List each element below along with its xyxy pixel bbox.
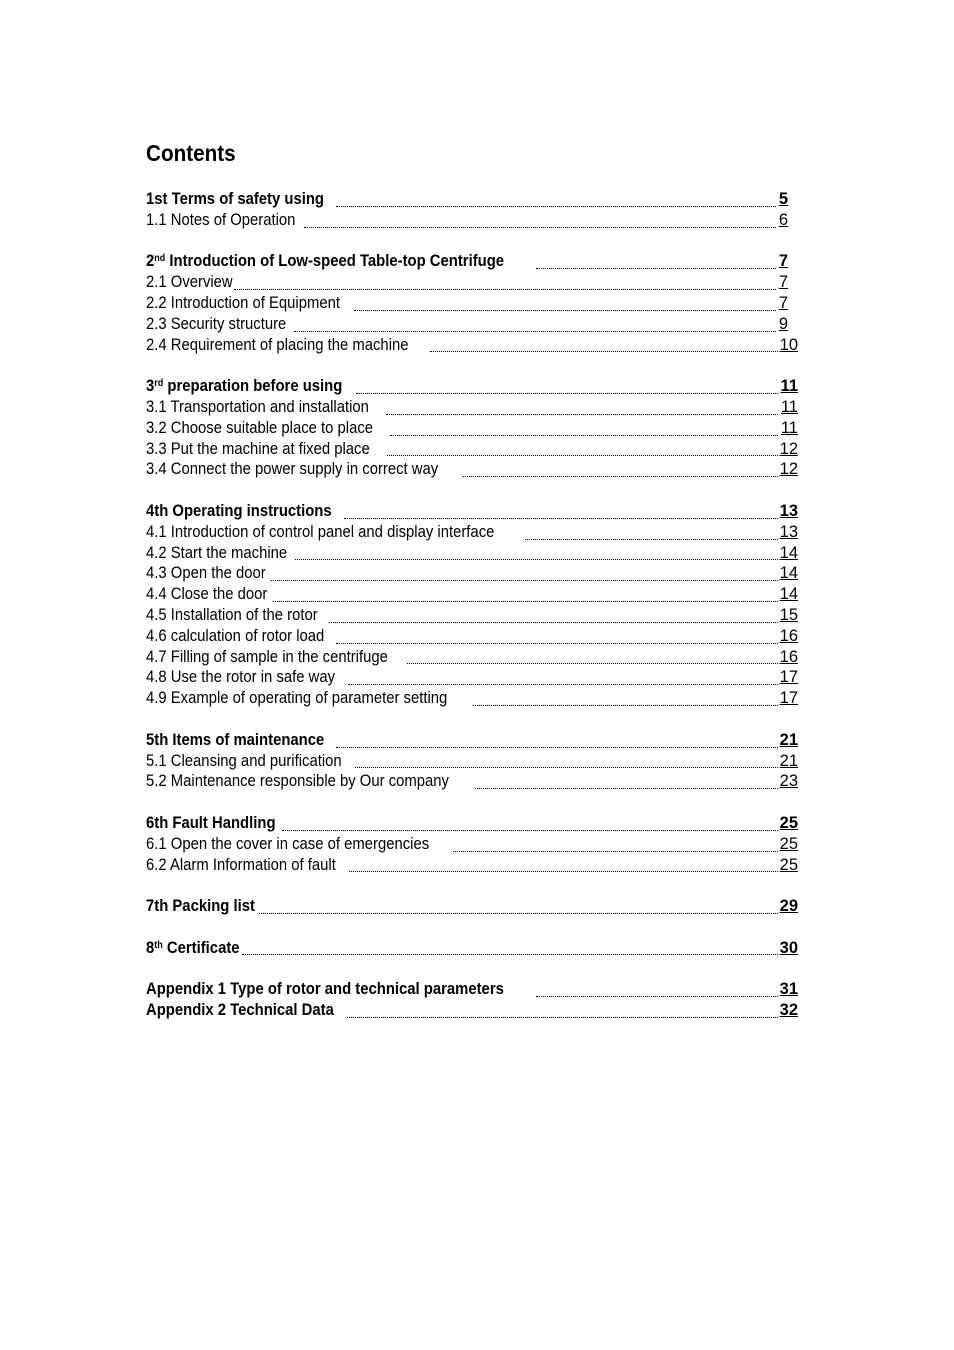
page-number[interactable]: 14 xyxy=(779,585,798,604)
toc-section-entry[interactable] xyxy=(146,314,798,335)
toc-section-entry[interactable] xyxy=(146,522,798,543)
entry-title: 1.1 Notes of Operation xyxy=(146,210,296,229)
dot-leader xyxy=(282,830,778,831)
toc-section-entry[interactable] xyxy=(146,688,798,709)
toc-entry-label xyxy=(146,626,324,647)
dot-leader xyxy=(336,747,778,748)
toc-section-entry[interactable] xyxy=(146,834,798,855)
toc-entry-label xyxy=(146,834,429,855)
toc-group xyxy=(146,730,798,792)
entry-title: 6.1 Open the cover in case of emergencies xyxy=(146,834,430,853)
dot-leader xyxy=(355,767,777,768)
toc-entry-label xyxy=(146,730,324,751)
toc-entry-label xyxy=(146,813,276,834)
toc-entry-label xyxy=(146,584,267,605)
toc-section-entry[interactable] xyxy=(146,605,798,626)
toc-entry-label xyxy=(146,563,266,584)
toc-entry-label xyxy=(146,251,504,272)
page-number[interactable]: 30 xyxy=(779,938,798,957)
page-number[interactable]: 17 xyxy=(779,668,798,687)
dot-leader xyxy=(463,476,778,477)
toc-group xyxy=(146,251,798,355)
chapter-number: 4th xyxy=(146,501,169,520)
dot-leader xyxy=(304,227,776,228)
chapter-number: 2 xyxy=(146,252,155,271)
page-number[interactable]: 7 xyxy=(778,273,788,292)
entry-title: Appendix 2 Technical Data xyxy=(146,1001,334,1020)
toc-section-entry[interactable] xyxy=(146,626,798,647)
toc-entry-label xyxy=(146,189,324,210)
toc-entry-label xyxy=(146,855,336,876)
chapter-number: 8 xyxy=(146,938,155,957)
dot-leader xyxy=(390,435,778,436)
toc-chapter-entry[interactable] xyxy=(146,979,798,1000)
dot-leader xyxy=(387,455,778,456)
entry-title: 4.7 Filling of sample in the centrifuge xyxy=(146,647,388,666)
toc-section-entry[interactable] xyxy=(146,293,798,314)
page-title: Contents xyxy=(146,140,236,166)
dot-leader xyxy=(407,663,778,664)
toc-entry-label xyxy=(146,751,342,772)
toc-group xyxy=(146,376,798,480)
toc-entry-label xyxy=(146,459,438,480)
dot-leader xyxy=(273,601,778,602)
toc-section-entry[interactable] xyxy=(146,459,798,480)
toc-section-entry[interactable] xyxy=(146,272,798,293)
entry-title: 4.5 Installation of the rotor xyxy=(146,605,318,624)
toc-entry-label xyxy=(146,605,318,626)
dot-leader xyxy=(344,518,777,519)
toc-section-entry[interactable] xyxy=(146,855,798,876)
page-number[interactable]: 17 xyxy=(779,689,798,708)
entry-title: Packing list xyxy=(168,897,255,916)
page-number[interactable]: 11 xyxy=(780,397,798,416)
ordinal-suffix: nd xyxy=(154,253,166,265)
dot-leader xyxy=(329,622,778,623)
entry-title: Certificate xyxy=(162,938,240,957)
dot-leader xyxy=(348,684,778,685)
chapter-number: 3 xyxy=(146,377,155,396)
toc-entry-label xyxy=(146,543,287,564)
dot-leader xyxy=(336,206,776,207)
toc-entry-label xyxy=(146,771,449,792)
entry-title: Fault Handling xyxy=(168,813,276,832)
entry-title: Appendix 1 Type of rotor and technical parameters xyxy=(146,980,504,999)
entry-title: 2.2 Introduction of Equipment xyxy=(146,293,341,312)
toc-chapter-entry[interactable] xyxy=(146,730,798,751)
toc-entry-label xyxy=(146,210,295,231)
page-number[interactable]: 12 xyxy=(779,439,798,458)
entry-title: Terms of safety using xyxy=(167,190,324,208)
toc-section-entry[interactable] xyxy=(146,210,798,231)
toc-entry-label xyxy=(146,397,369,418)
page-number[interactable]: 16 xyxy=(779,626,798,645)
page-number[interactable]: 25 xyxy=(779,834,798,853)
entry-title: 4.4 Close the door xyxy=(146,585,268,604)
dot-leader xyxy=(336,643,778,644)
toc-entry-label xyxy=(146,667,335,688)
toc-group xyxy=(146,979,798,1021)
chapter-number: 7th xyxy=(146,897,169,916)
page-number[interactable]: 13 xyxy=(779,522,798,541)
toc-section-entry[interactable] xyxy=(146,418,798,439)
toc-section-entry[interactable] xyxy=(146,543,798,564)
ordinal-suffix: rd xyxy=(154,378,164,390)
entry-title: 3.3 Put the machine at fixed place xyxy=(146,439,370,458)
page-number[interactable]: 7 xyxy=(778,293,788,312)
entry-title: 4.2 Start the machine xyxy=(146,543,288,562)
page-number[interactable]: 14 xyxy=(779,564,798,583)
entry-title: 4.1 Introduction of control panel and display interface xyxy=(146,522,495,541)
page-number[interactable]: 14 xyxy=(779,543,798,562)
toc-section-entry[interactable] xyxy=(146,647,798,668)
page-number[interactable]: 5 xyxy=(778,190,788,208)
toc-group xyxy=(146,813,798,875)
dot-leader xyxy=(356,393,778,394)
toc-chapter-entry[interactable] xyxy=(146,251,798,272)
toc-section-entry[interactable] xyxy=(146,584,798,605)
toc-group xyxy=(146,189,798,231)
page-number[interactable]: 29 xyxy=(779,897,798,916)
page-number[interactable]: 25 xyxy=(779,855,798,874)
dot-leader xyxy=(386,414,778,415)
toc-entry-label xyxy=(146,418,373,439)
chapter-number: 5th xyxy=(146,730,169,749)
page-number[interactable]: 12 xyxy=(779,460,798,479)
page-number[interactable]: 10 xyxy=(779,335,798,354)
dot-leader xyxy=(525,539,778,540)
toc-entry-label xyxy=(146,979,504,1000)
page-number[interactable]: 21 xyxy=(779,730,798,749)
toc-entry-label xyxy=(146,376,342,397)
dot-leader xyxy=(349,871,778,872)
page-number[interactable]: 23 xyxy=(779,772,798,791)
entry-title: 2.4 Requirement of placing the machine xyxy=(146,335,409,354)
toc-entry-label xyxy=(146,1000,334,1021)
toc-section-entry[interactable] xyxy=(146,563,798,584)
entry-title: 5.1 Cleansing and purification xyxy=(146,751,342,770)
toc-section-entry[interactable] xyxy=(146,667,798,688)
page-number[interactable]: 21 xyxy=(779,751,798,770)
toc-chapter-entry[interactable] xyxy=(146,813,798,834)
dot-leader xyxy=(475,788,778,789)
toc-group xyxy=(146,501,798,709)
page-number[interactable]: 16 xyxy=(779,647,798,666)
page-number[interactable]: 32 xyxy=(779,1001,798,1020)
dot-leader xyxy=(453,851,778,852)
toc-group xyxy=(146,938,798,959)
toc-chapter-entry[interactable] xyxy=(146,189,798,210)
dot-leader xyxy=(430,351,778,352)
dot-leader xyxy=(536,996,778,997)
toc-entry-label xyxy=(146,501,332,522)
entry-title: preparation before using xyxy=(163,377,343,396)
toc-entry-label xyxy=(146,647,388,668)
entry-title: 4.8 Use the rotor in safe way xyxy=(146,668,336,687)
entry-title: Operating instructions xyxy=(168,501,332,520)
dot-leader xyxy=(347,1017,778,1018)
toc-chapter-entry[interactable] xyxy=(146,376,798,397)
entry-title: 3.4 Connect the power supply in correct way xyxy=(146,460,439,479)
entry-title: 3.2 Choose suitable place to place xyxy=(146,418,374,437)
dot-leader xyxy=(536,268,776,269)
toc-entry-label xyxy=(146,293,340,314)
toc-entry-label xyxy=(146,439,370,460)
toc-chapter-entry[interactable] xyxy=(146,1000,798,1021)
toc-section-entry[interactable] xyxy=(146,771,798,792)
entry-title: Items of maintenance xyxy=(168,730,325,749)
page-number[interactable]: 11 xyxy=(780,377,798,396)
entry-title: 2.3 Security structure xyxy=(146,314,287,333)
toc-chapter-entry[interactable] xyxy=(146,896,798,917)
page-number[interactable]: 25 xyxy=(779,813,798,832)
toc-entry-label xyxy=(146,522,494,543)
toc-group xyxy=(146,896,798,917)
page-number[interactable]: 6 xyxy=(778,210,788,229)
page-number[interactable]: 7 xyxy=(778,252,788,271)
dot-leader xyxy=(271,580,778,581)
toc-entry-label xyxy=(146,272,233,293)
toc-chapter-entry[interactable] xyxy=(146,501,798,522)
entry-title: 4.3 Open the door xyxy=(146,564,266,583)
page-number[interactable]: 9 xyxy=(778,314,788,333)
dot-leader xyxy=(259,913,778,914)
dot-leader xyxy=(234,289,776,290)
entry-title: 5.2 Maintenance responsible by Our company xyxy=(146,772,449,791)
entry-title: 4.6 calculation of rotor load xyxy=(146,626,325,645)
dot-leader xyxy=(294,331,776,332)
entry-title: 6.2 Alarm Information of fault xyxy=(146,855,336,874)
page-number[interactable]: 15 xyxy=(779,605,798,624)
toc-entry-label xyxy=(146,938,240,959)
toc-entry-label xyxy=(146,314,286,335)
dot-leader xyxy=(242,954,778,955)
dot-leader xyxy=(354,310,776,311)
page-number[interactable]: 11 xyxy=(780,418,798,437)
chapter-number: 6th xyxy=(146,813,169,832)
entry-title: Introduction of Low-speed Table-top Centrifuge xyxy=(165,252,505,271)
entry-title: 4.9 Example of operating of parameter setting xyxy=(146,689,448,708)
dot-leader xyxy=(473,705,778,706)
ordinal-suffix: th xyxy=(154,939,163,951)
chapter-number: 1st xyxy=(146,190,168,208)
table-of-contents xyxy=(146,189,798,1042)
page-number[interactable]: 31 xyxy=(779,980,798,999)
entry-title: 2.1 Overview xyxy=(146,273,233,292)
toc-section-entry[interactable] xyxy=(146,397,798,418)
toc-entry-label xyxy=(146,688,447,709)
toc-entry-label xyxy=(146,335,409,356)
entry-title: 3.1 Transportation and installation xyxy=(146,397,369,416)
toc-section-entry[interactable] xyxy=(146,335,798,356)
page-number[interactable]: 13 xyxy=(779,501,798,520)
toc-chapter-entry[interactable] xyxy=(146,938,798,959)
dot-leader xyxy=(295,559,778,560)
toc-section-entry[interactable] xyxy=(146,439,798,460)
toc-section-entry[interactable] xyxy=(146,751,798,772)
toc-entry-label xyxy=(146,896,255,917)
